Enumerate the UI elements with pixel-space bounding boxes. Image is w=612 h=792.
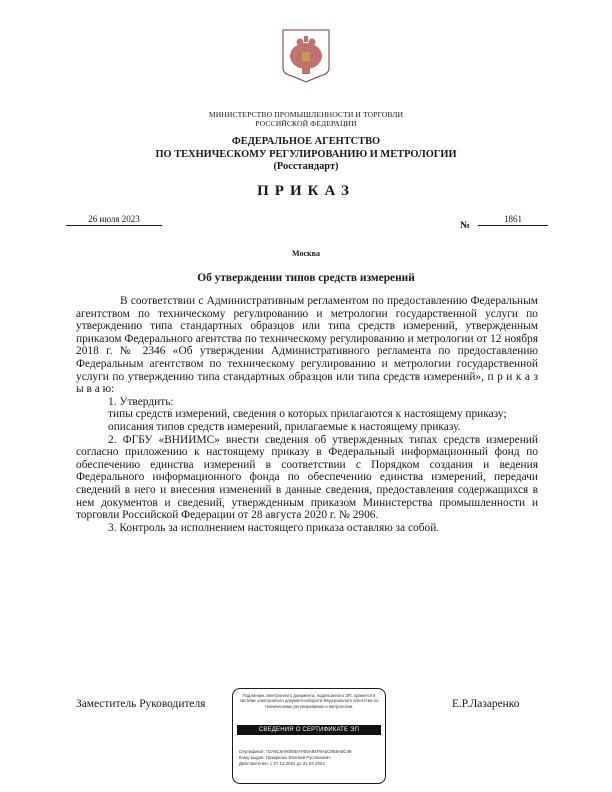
agency-line-3: (Росстандарт) <box>273 161 339 172</box>
document-type-title: ПРИКАЗ <box>257 183 355 199</box>
coat-of-arms-icon <box>280 28 332 84</box>
order-date: 26 июля 2023 <box>66 214 162 226</box>
order-number: 1861 <box>478 214 548 226</box>
ministry-name <box>0 110 612 128</box>
order-body <box>76 295 538 534</box>
ministry-line-1: МИНИСТЕРСТВО ПРОМЫШЛЕННОСТИ И ТОРГОВЛИ <box>208 110 404 119</box>
item-2-paragraph: 2. ФГБУ «ВНИИМС» внести сведения об утвержденных типах средств измерений согласно приложению к настоящему приказу в Федеральный информационный фонд по обеспечению единства измерений в соответствии с Порядком создания и ведения Федерального информационного фонда по обеспечению единства измерений, передачи сведений в него и внесения изменений в данные сведения, предоставления содержащихся в нем документов и сведений, утвержденным приказом Министерства промышленности и торговли Российской Федерации от 28 августа 2020 г. № 2906. <box>76 433 538 522</box>
preamble-paragraph: В соответствии с Административным регламентом по предоставлению Федеральным агентством по техническому регулированию и метрологии государственной услуги по утверждению типа стандартных образцов или типа средств измерений, утвержденным приказом Федерального агентства по техническому регулированию и метрологии от 12 ноября 2018 г. № 2346 «Об утверждении Административного регламента по предоставлению Федеральным агентством по техническому регулированию и метрологии государственной услуги по утверждению типа стандартных образцов или типа средств измерений», п р и к а з ы в а ю: <box>76 295 538 396</box>
item-3-paragraph: 3. Контроль за исполнением настоящего приказа оставляю за собой. <box>108 521 440 534</box>
agency-line-1: ФЕДЕРАЛЬНОЕ АГЕНТСТВО <box>231 136 381 147</box>
order-number-label: № <box>460 220 471 231</box>
stamp-owner: Кому выдан: Лазаренко Евгений Русланович <box>239 755 331 760</box>
stamp-notice: Подлинник электронного документа, подписанного ЭП, хранится в системе электронного документооборота Федерального агентства по техническому регулированию и метрологии. <box>239 693 379 709</box>
stamp-details <box>239 749 381 767</box>
item-1-heading: 1. Утвердить: <box>108 395 174 408</box>
item-1-b: описания типов средств измерений, прилагаемые к настоящему приказу. <box>108 420 461 433</box>
e-signature-stamp <box>232 688 386 784</box>
agency-line-2: ПО ТЕХНИЧЕСКОМУ РЕГУЛИРОВАНИЮ И МЕТРОЛОГИИ <box>155 148 457 160</box>
agency-name <box>0 136 612 174</box>
ministry-line-2: РОССИЙСКОЙ ФЕДЕРАЦИИ <box>255 119 357 128</box>
signatory-name: Е.Р.Лазаренко <box>452 698 520 710</box>
signatory-position: Заместитель Руководителя <box>76 698 206 710</box>
city: Москва <box>292 249 320 258</box>
order-subject: Об утверждении типов средств измерений <box>197 272 415 284</box>
stamp-certificate-id: Сертификат: 02A5C9A8000EAFB5A84F9A5C9E8A8C49 <box>239 749 352 754</box>
item-1-a: типы средств измерений, сведения о которых прилагаются к настоящему приказу; <box>108 408 507 421</box>
stamp-validity: Действителен: с 27.12.2022 до 21.03.2024 <box>239 761 325 766</box>
stamp-title: СВЕДЕНИЯ О СЕРТИФИКАТЕ ЭП <box>237 725 381 735</box>
